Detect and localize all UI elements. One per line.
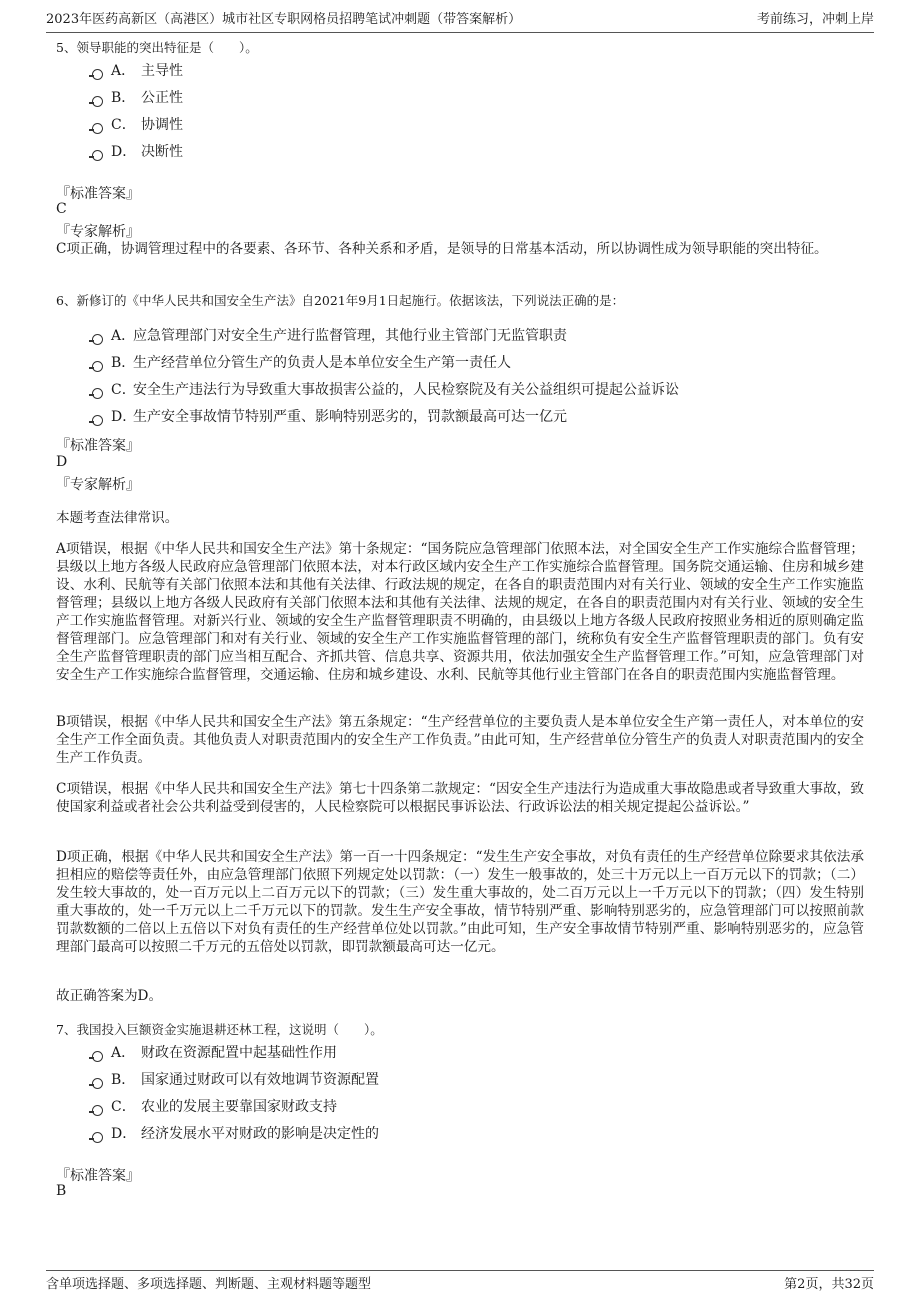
question-5-title: 5、领导职能的突出特征是（ ）。 — [56, 40, 258, 55]
radio-icon[interactable] — [92, 1078, 103, 1089]
option-text: 农业的发展主要靠国家财政支持 — [141, 1099, 337, 1115]
radio-icon[interactable] — [92, 334, 103, 345]
q6-option-c[interactable] — [92, 379, 679, 399]
option-text: 决断性 — [141, 144, 183, 160]
q5-option-c[interactable] — [92, 114, 183, 134]
q6-analysis-b: B项错误，根据《中华人民共和国安全生产法》第五条规定：“生产经营单位的主要负责人是本单位安全生产第一责任人，对本单位的安全生产工作全面负责。其他负责人对职责范围内的安全生产工作负责。”由此可知，生产经营单位分管生产的负责人对职责范围内的安全生产工作负责。 — [56, 714, 864, 766]
radio-icon[interactable] — [92, 69, 103, 80]
option-text: 国家通过财政可以有效地调节资源配置 — [141, 1072, 379, 1088]
option-text: 主导性 — [141, 63, 183, 79]
expert-analysis-label: 『专家解析』 — [56, 224, 140, 240]
q5-answer: C — [56, 201, 67, 217]
expert-analysis-label: 『专家解析』 — [56, 477, 140, 493]
q5-option-b[interactable] — [92, 87, 183, 107]
option-text: 财政在资源配置中起基础性作用 — [141, 1045, 337, 1061]
q7-answer: B — [56, 1183, 67, 1199]
q6-analysis-intro: 本题考查法律常识。 — [56, 510, 179, 526]
page-header — [46, 8, 874, 33]
option-text: 公正性 — [141, 90, 183, 106]
option-letter: D． — [111, 1126, 137, 1142]
option-letter: A． — [111, 328, 136, 344]
option-letter: C． — [111, 117, 136, 133]
radio-icon[interactable] — [92, 415, 103, 426]
radio-icon[interactable] — [92, 123, 103, 134]
option-text: 生产安全事故情节特别严重、影响特别恶劣的，罚款额最高可达一亿元 — [133, 409, 567, 425]
q7-option-d[interactable] — [92, 1123, 379, 1143]
option-letter: D． — [111, 144, 137, 160]
radio-icon[interactable] — [92, 150, 103, 161]
option-text: 协调性 — [141, 117, 183, 133]
document-title: 2023年医药高新区（高港区）城市社区专职网格员招聘笔试冲刺题（带答案解析） — [46, 12, 522, 27]
q6-answer: D — [56, 454, 68, 470]
option-letter: C． — [111, 1099, 136, 1115]
option-text: 生产经营单位分管生产的负责人是本单位安全生产第一责任人 — [133, 355, 511, 371]
page-number: 第2页，共32页 — [784, 1277, 874, 1292]
option-letter: B． — [111, 1072, 136, 1088]
option-letter: B． — [111, 355, 136, 371]
q6-option-b[interactable] — [92, 352, 511, 372]
q6-analysis-d: D项正确，根据《中华人民共和国安全生产法》第一百一十四条规定：“发生生产安全事故，对负有责任的生产经营单位除要求其依法承担相应的赔偿等责任外，由应急管理部门依照下列规定处以罚款：（一）发生一般事故的，处三十万元以上一百万元以下的罚款；（二）发生较大事故的，处一百万元以上二百万元以下的罚款；（三）发生重大事故的，处二百万元以上一千万元以下的罚款；（四）发生特别重大事故的，处一千万元以上二千万元以下的罚款。发生生产安全事故，情节特别严重、影响特别恶劣的，应急管理部门可以按照前款罚款数额的二倍以上五倍以下对负有责任的生产经营单位处以罚款。”由此可知，生产安全事故情节特别严重、影响特别恶劣的，应急管理部门最高可以按照二千万元的五倍处以罚款，即罚款额最高可达一亿元。 — [56, 849, 864, 955]
question-types-note: 含单项选择题、多项选择题、判断题、主观材料题等题型 — [46, 1277, 372, 1292]
q6-conclusion: 故正确答案为D。 — [56, 988, 163, 1004]
header-slogan: 考前练习，冲刺上岸 — [756, 12, 874, 27]
q5-analysis: C项正确，协调管理过程中的各要素、各环节、各种关系和矛盾，是领导的日常基本活动，所以协调性成为领导职能的突出特征。 — [56, 241, 828, 257]
standard-answer-label: 『标准答案』 — [56, 438, 140, 454]
q6-option-d[interactable] — [92, 406, 567, 426]
q7-option-a[interactable] — [92, 1042, 337, 1062]
page-footer — [46, 1270, 874, 1295]
q5-option-d[interactable] — [92, 141, 183, 161]
q5-option-a[interactable] — [92, 60, 183, 80]
q6-option-a[interactable] — [92, 325, 567, 345]
option-text: 安全生产违法行为导致重大事故损害公益的，人民检察院及有关公益组织可提起公益诉讼 — [133, 382, 679, 398]
option-letter: A． — [111, 63, 136, 79]
option-letter: C． — [111, 382, 136, 398]
option-letter: D． — [111, 409, 137, 425]
radio-icon[interactable] — [92, 388, 103, 399]
option-text: 应急管理部门对安全生产进行监督管理，其他行业主管部门无监管职责 — [133, 328, 567, 344]
option-letter: A． — [111, 1045, 136, 1061]
question-7-title: 7、我国投入巨额资金实施退耕还林工程，这说明（ ）。 — [56, 1022, 383, 1037]
option-letter: B． — [111, 90, 136, 106]
radio-icon[interactable] — [92, 96, 103, 107]
standard-answer-label: 『标准答案』 — [56, 186, 140, 202]
q7-option-b[interactable] — [92, 1069, 379, 1089]
radio-icon[interactable] — [92, 1105, 103, 1116]
q6-analysis-a: A项错误，根据《中华人民共和国安全生产法》第十条规定：“国务院应急管理部门依照本法，对全国安全生产工作实施综合监督管理；县级以上地方各级人民政府应急管理部门依照本法，对本行政区域内安全生产工作实施综合监督管理。国务院交通运输、住房和城乡建设、水利、民航等有关部门依照本法和其他有关法律、行政法规的规定，在各自的职责范围内对有关行业、领域的安全生产工作实施监督管理；县级以上地方各级人民政府有关部门依照本法和其他有关法律、法规的规定，在各自的职责范围内对有关行业、领域的安全生产工作实施监督管理。对新兴行业、领域的安全生产监督管理职责不明确的，由县级以上地方各级人民政府按照业务相近的原则确定监督管理部门。应急管理部门和对有关行业、领域的安全生产工作实施监督管理的部门，统称负有安全生产监督管理职责的部门。负有安全生产监督管理职责的部门应当相互配合、齐抓共管、信息共享、资源共用，依法加强安全生产监督管理工作。”可知，应急管理部门对安全生产工作实施综合监督管理，交通运输、住房和城乡建设、水利、民航等其他行业主管部门在各自的职责范围内实施监督管理。 — [56, 541, 864, 683]
q6-analysis-c: C项错误，根据《中华人民共和国安全生产法》第七十四条第二款规定：“因安全生产违法行为造成重大事故隐患或者导致重大事故，致使国家利益或者社会公共利益受到侵害的，人民检察院可以根据民事诉讼法、行政诉讼法的相关规定提起公益诉讼。” — [56, 781, 864, 815]
radio-icon[interactable] — [92, 1132, 103, 1143]
question-6-title: 6、新修订的《中华人民共和国安全生产法》自2021年9月1日起施行。依据该法，下列说法正确的是： — [56, 293, 625, 308]
option-text: 经济发展水平对财政的影响是决定性的 — [141, 1126, 379, 1142]
radio-icon[interactable] — [92, 361, 103, 372]
q7-option-c[interactable] — [92, 1096, 337, 1116]
standard-answer-label: 『标准答案』 — [56, 1168, 140, 1184]
radio-icon[interactable] — [92, 1051, 103, 1062]
